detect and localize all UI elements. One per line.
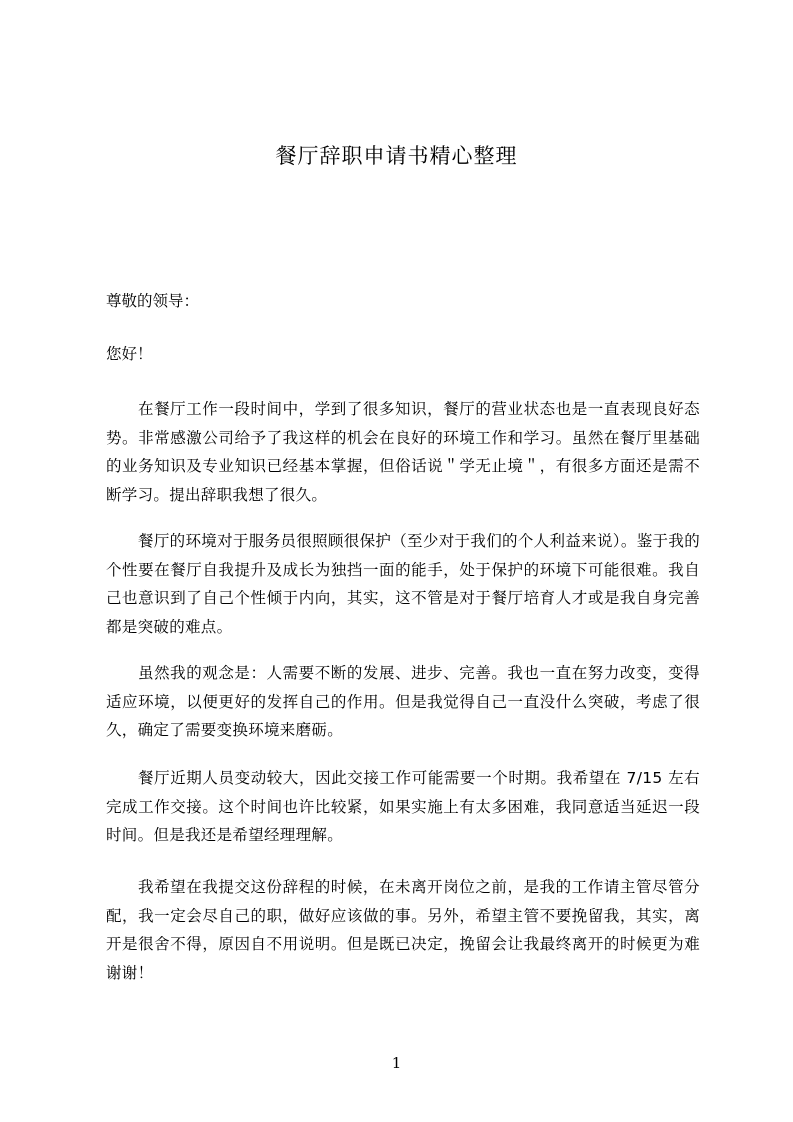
paragraph-5: 我希望在我提交这份辞程的时候，在未离开岗位之前，是我的工作请主管尽管分配，我一定会尽自己的职，做好应该做的事。另外，希望主管不要挽留我，其实，离开是很舍不得，原因自不用说明。但是既已决定，挽留会让我最终离开的时候更为难谢谢！ <box>106 878 700 982</box>
salutation: 尊敬的领导： <box>106 292 200 310</box>
document-title: 餐厅辞职申请书精心整理 <box>275 144 518 168</box>
paragraph-1: 在餐厅工作一段时间中，学到了很多知识，餐厅的营业状态也是一直表现良好态势。非常感激公司给予了我这样的机会在良好的环境工作和学习。虽然在餐厅里基础的业务知识及专业知识已经基本掌握，但俗话说＂学无止境＂，有很多方面还是需不断学习。提出辞职我想了很久。 <box>106 400 700 504</box>
paragraph-3: 虽然我的观念是：人需要不断的发展、进步、完善。我也一直在努力改变，变得适应环境，以便更好的发挥自己的作用。但是我觉得自己一直没什么突破，考虑了很久，确定了需要变换环境来磨砺。 <box>106 664 700 739</box>
page-number: 1 <box>391 1054 402 1072</box>
paragraph-2: 餐厅的环境对于服务员很照顾很保护（至少对于我们的个人利益来说）。鉴于我的个性要在餐厅自我提升及成长为独挡一面的能手，处于保护的环境下可能很难。我自己也意识到了自己个性倾于内向，其实，这不管是对于餐厅培育人才或是我自身完善都是突破的难点。 <box>106 532 700 636</box>
greeting: 您好！ <box>106 345 153 363</box>
paragraph-4: 餐厅近期人员变动较大，因此交接工作可能需要一个时期。我希望在 7/15 左右完成工作交接。这个时间也许比较紧，如果实施上有太多困难，我同意适当延迟一段时间。但是我还是希望经理理解。 <box>106 769 700 844</box>
